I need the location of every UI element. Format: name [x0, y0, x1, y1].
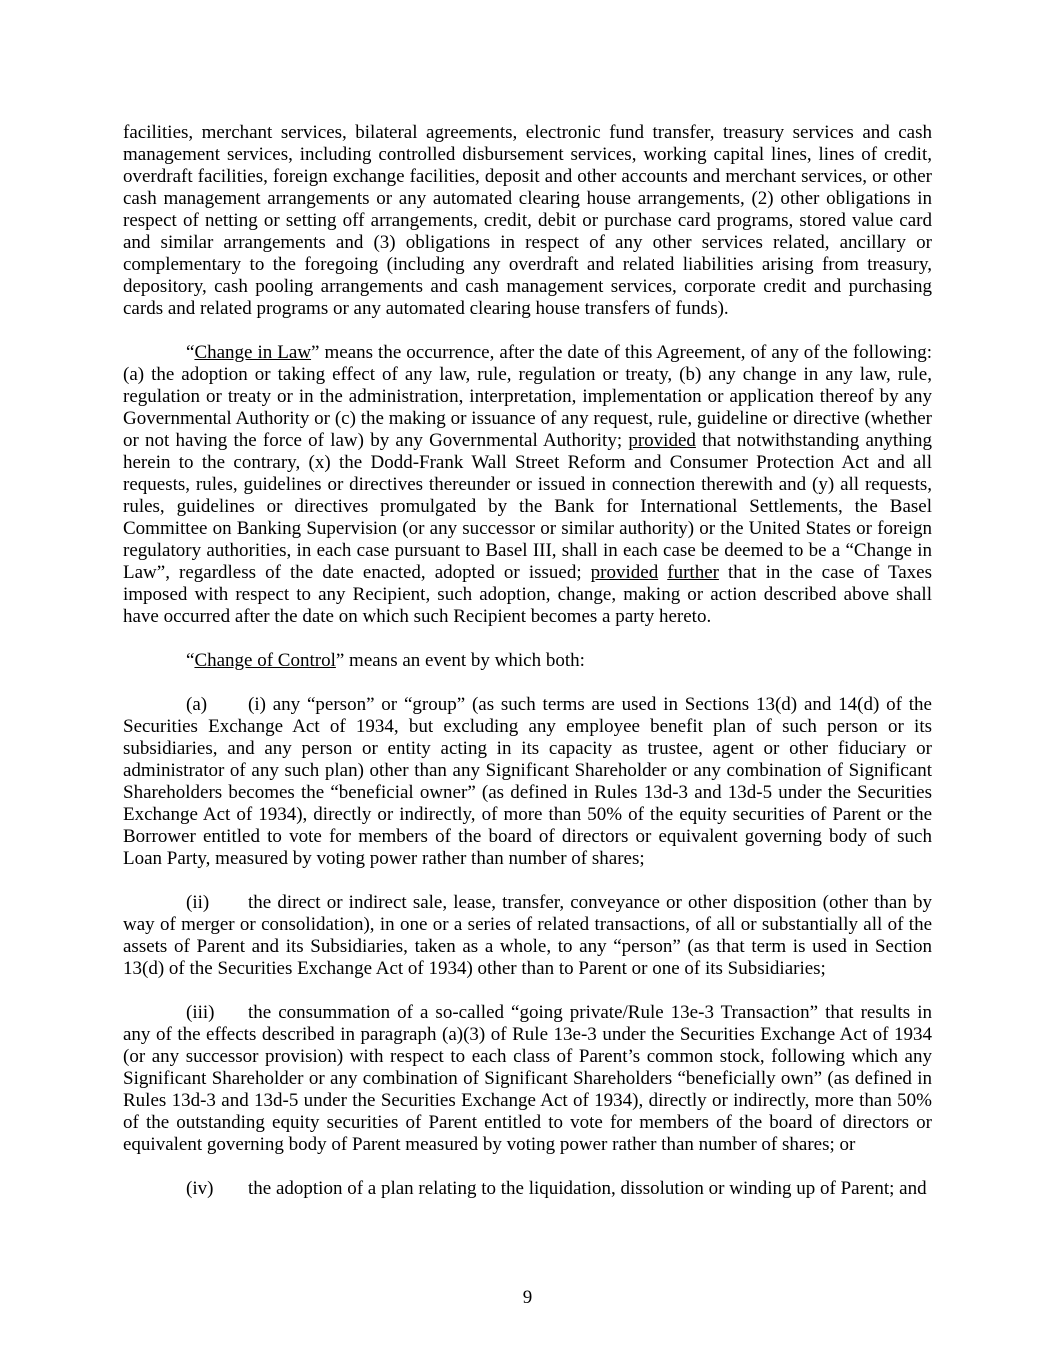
- text-run: the direct or indirect sale, lease, transfer, conveyance or other disposition (other than by way of merger or consolidation), in one or a series of related transactions, of all or substantially all of the assets of Parent and its Subsidiaries, taken as a whole, to any “person” (as that term is used in Section 13(d) of the Securities Exchange Act of 1934) other than to Parent or one of its Subsidiaries;: [123, 892, 932, 979]
- paragraph: [123, 342, 932, 628]
- underlined-term: provided: [590, 562, 659, 583]
- paragraph: [123, 122, 932, 320]
- text-run: ” means an event by which both:: [335, 650, 585, 671]
- clause-label: (iii): [186, 1002, 215, 1023]
- text-run: “: [186, 342, 195, 363]
- paragraph: [123, 650, 932, 672]
- underlined-term: provided: [628, 430, 696, 451]
- text-run: [658, 562, 667, 583]
- text-run: facilities, merchant services, bilateral agreements, electronic fund transfer, treasury services and cash management services, including controlled disbursement services, working capital lines, lines of credit, overdraft facilities, foreign exchange facilities, deposit and other accounts and merchant services, or other cash management arrangements or any automated clearing house arrangements, (2) other obligations in respect of netting or setting off arrangements, credit, debit or purchase card programs, stored value card and similar arrangements and (3) obligations in respect of any other services related, ancillary or complementary to the foregoing (including any overdraft and related liabilities arising from treasury, depository, cash pooling arrangements and cash management services, corporate credit and purchasing cards and related programs or any automated clearing house transfers of funds).: [123, 122, 932, 319]
- page-number: 9: [522, 1287, 533, 1308]
- document-body: [123, 122, 932, 1200]
- clause-label: (iv): [186, 1178, 214, 1199]
- paragraph: [123, 892, 932, 980]
- clause-label: (a): [186, 694, 208, 715]
- text-run: ” means the occurrence, after the date of this Agreement, of any of the following: (a) the adoption or taking effect of any law, rule, regulation or treaty, (b) any change in any law, rule, regulation or treaty or in the administration, interpretation, implementation or application thereof by any Governmental Authority or (c) the making or issuance of any request, rule, guideline or directive (whether or not having the force of law) by any Governmental Authority;: [123, 342, 932, 451]
- underlined-term: further: [667, 562, 719, 583]
- paragraph: [123, 694, 932, 870]
- text-run: that notwithstanding anything herein to the contrary, (x) the Dodd-Frank Wall Street Reform and Consumer Protection Act and all requests, rules, guidelines or directives thereunder or issued in connection therewith and (y) all requests, rules, guidelines or directives promulgated by the Bank for International Settlements, the Basel Committee on Banking Supervision (or any successor or similar authority) or the United States or foreign regulatory authorities, in each case pursuant to Basel III, shall in each case be deemed to be a “Change in Law”, regardless of the date enacted, adopted or issued;: [123, 430, 932, 583]
- text-run: (i) any “person” or “group” (as such terms are used in Sections 13(d) and 14(d) of the Securities Exchange Act of 1934, but excluding any employee benefit plan of such person or its subsidiaries, and any person or entity acting in its capacity as trustee, agent or other fiduciary or administrator of any such plan) other than any Significant Shareholder or any combination of Significant Shareholders becomes the “beneficial owner” (as defined in Rules 13d-3 and 13d-5 under the Securities Exchange Act of 1934), directly or indirectly, of more than 50% of the equity securities of Parent or the Borrower entitled to vote for members of the board of directors or equivalent governing body of such Loan Party, measured by voting power rather than number of shares;: [123, 694, 932, 869]
- text-run: the adoption of a plan relating to the liquidation, dissolution or winding up of Parent; and: [248, 1178, 927, 1199]
- paragraph: [123, 1178, 932, 1200]
- text-run: “: [186, 650, 195, 671]
- underlined-term: Change in Law: [194, 342, 312, 363]
- paragraph: [123, 1002, 932, 1156]
- text-run: the consummation of a so-called “going private/Rule 13e-3 Transaction” that results in any of the effects described in paragraph (a)(3) of Rule 13e-3 under the Securities Exchange Act of 1934 (or any successor provision) with respect to each class of Parent’s common stock, following which any Significant Shareholder or any combination of Significant Shareholders “beneficially own” (as defined in Rules 13d-3 and 13d-5 under the Securities Exchange Act of 1934), directly or indirectly, more than 50% of the outstanding equity securities of Parent entitled to vote for members of the board of directors or equivalent governing body of Parent measured by voting power rather than number of shares; or: [123, 1002, 932, 1155]
- text-run: that in the case of Taxes imposed with respect to any Recipient, such adoption, change, making or action described above shall have occurred after the date on which such Recipient becomes a party hereto.: [123, 562, 932, 627]
- clause-label: (ii): [186, 892, 210, 913]
- underlined-term: Change of Control: [194, 650, 336, 671]
